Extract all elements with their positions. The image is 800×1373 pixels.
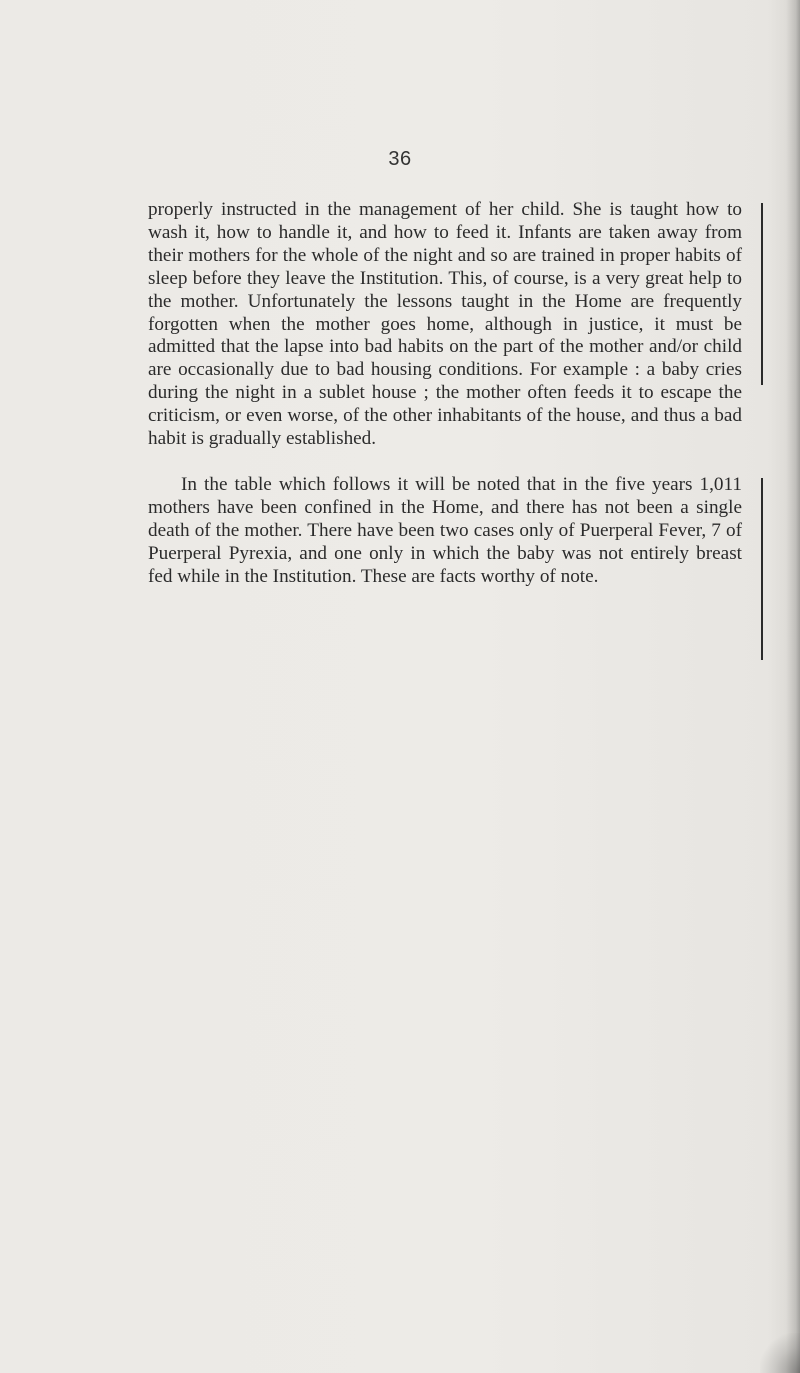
page-corner-stain: [760, 1333, 800, 1373]
margin-mark-2: [761, 478, 763, 660]
page-edge-shadow: [786, 0, 800, 1373]
paragraph-2: In the table which follows it will be noted that in the five years 1,011 mothers have been confined in the Home, and there has not been a single death of the mother. There have been two cases only of Puerperal Fever, 7 of Puerperal Pyrexia, and one only in which the baby was not entirely breast fed while in the Institution. These are facts worthy of note.: [148, 474, 742, 587]
paragraph-1: properly instructed in the management of her child. She is taught how to wash it, how to handle it, and how to feed it. Infants are taken away from their mothers for the whole of the night and so are trained in proper habits of sleep before they leave the Institution. This, of course, is a very great help to the mother. Unfortunately the lessons taught in the Home are frequently forgotten when the mother goes home, although in justice, it must be admitted that the lapse into bad habits on the part of the mother and/or child are occasionally due to bad housing conditions. For example : a baby cries during the night in a sublet house ; the mother often feeds it to escape the criticism, or even worse, of the other inhabitants of the house, and thus a bad habit is gradually established.: [148, 199, 742, 450]
margin-mark-1: [761, 203, 763, 385]
page-number: 36: [388, 148, 412, 170]
